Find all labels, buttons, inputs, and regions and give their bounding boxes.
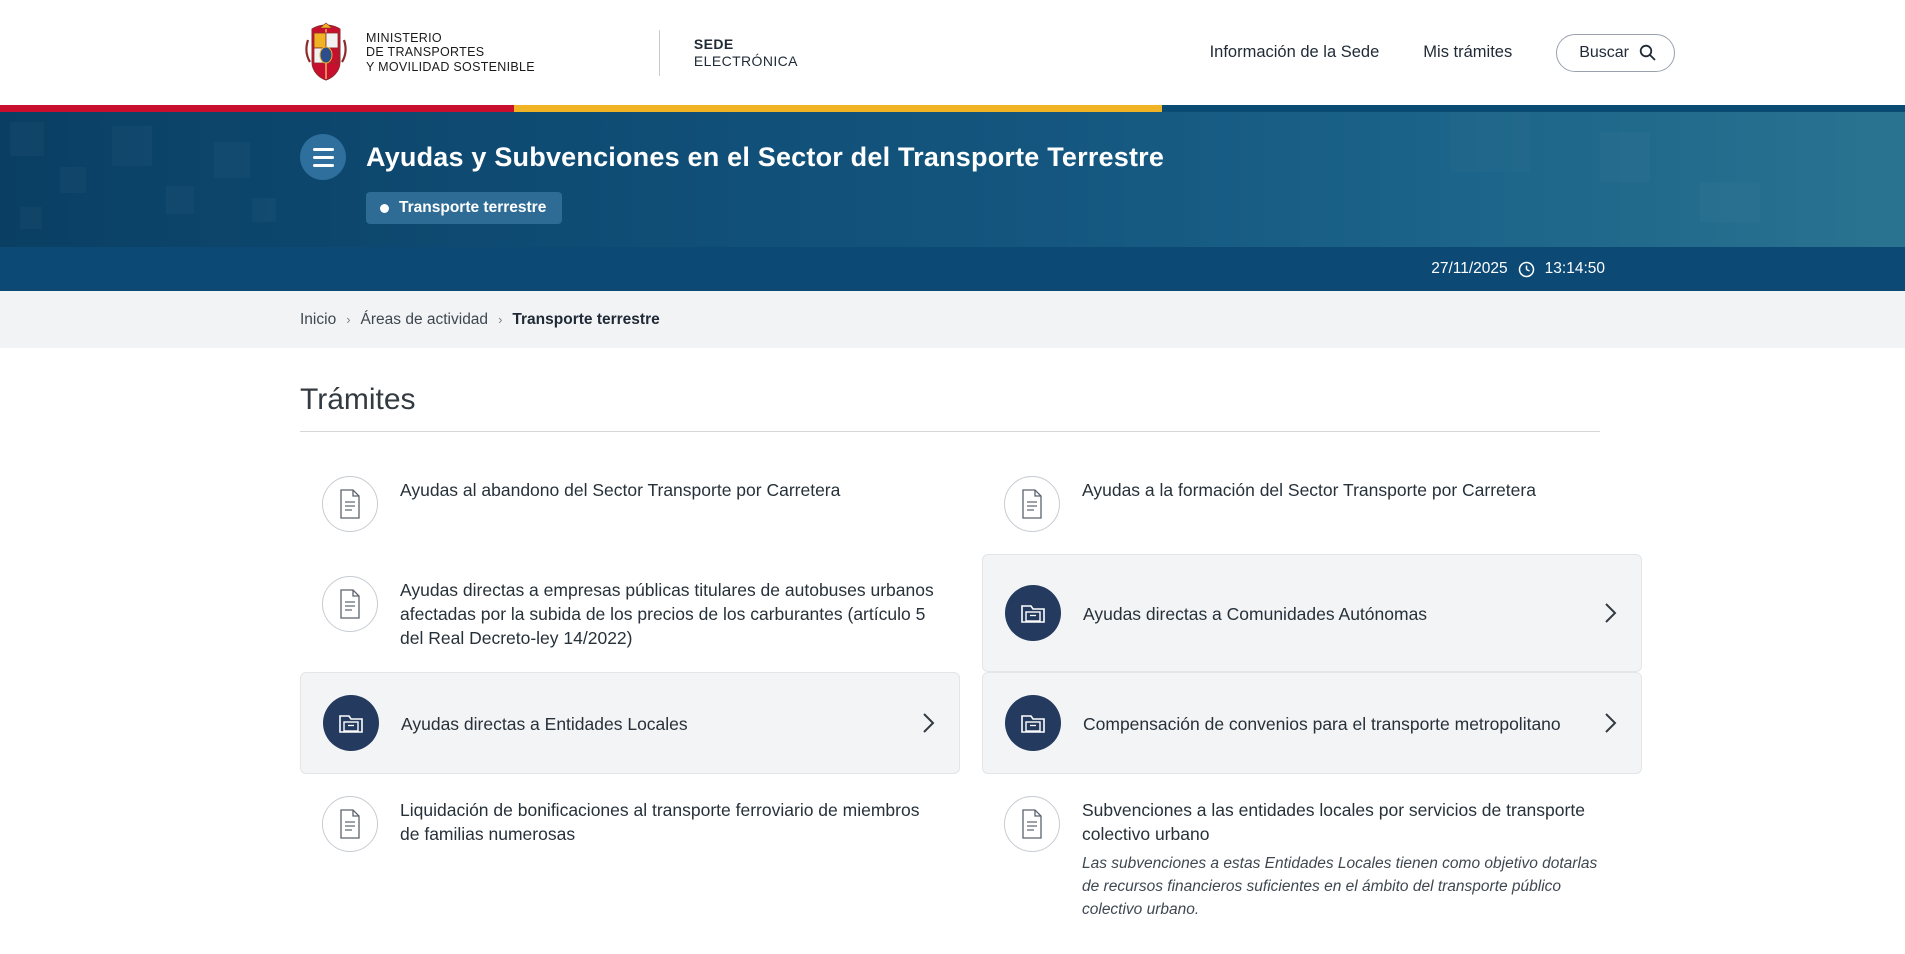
breadcrumb-separator: › [498, 312, 503, 327]
section-divider [300, 431, 1600, 432]
ministry-name [366, 31, 535, 75]
breadcrumb-item-inicio[interactable]: Inicio [300, 310, 337, 328]
tramite-ayudas-entidades-locales[interactable] [300, 672, 960, 774]
tramites-grid [300, 454, 1605, 943]
stripe-red [0, 105, 514, 112]
tramite-title: Subvenciones a las entidades locales por servicios de transporte colectivo urbano [1082, 800, 1585, 844]
ministry-line-2: DE TRANSPORTES [366, 45, 485, 60]
tramite-title: Ayudas al abandono del Sector Transporte por Carretera [400, 480, 841, 500]
stripe-blue [1162, 105, 1905, 112]
section-title: Trámites [300, 383, 416, 416]
header-divider [659, 30, 660, 76]
nav-informacion-sede[interactable]: Información de la Sede [1209, 43, 1380, 61]
ministry-line-3: Y MOVILIDAD SOSTENIBLE [366, 59, 535, 74]
folder-archive-icon [1005, 585, 1061, 641]
breadcrumb-separator: › [346, 312, 351, 327]
tramite-description: Las subvenciones a estas Entidades Locales tienen como objetivo dotarlas de recursos financieros suficientes en el ámbito del transporte público colectivo urbano. [1082, 855, 1598, 918]
nav-mis-tramites[interactable]: Mis trámites [1423, 43, 1513, 61]
tramite-title: Ayudas directas a Entidades Locales [401, 714, 688, 734]
hero-category-tag [366, 192, 562, 224]
coat-of-arms-icon [300, 22, 352, 84]
tramite-ayudas-formacion[interactable] [982, 454, 1642, 554]
document-icon [322, 796, 378, 852]
tramite-liquidacion-bonificaciones-ferroviario[interactable] [300, 774, 960, 943]
tag-dot-icon [380, 204, 389, 213]
tramite-subvenciones-transporte-colectivo-urbano[interactable] [982, 774, 1642, 943]
tramite-title: Ayudas directas a empresas públicas titulares de autobuses urbanos afectadas por la subida de los precios de los carburantes (artículo 5 del Real Decreto-ley 14/2022) [400, 580, 934, 648]
clock-icon [1518, 261, 1535, 278]
current-time: 13:14:50 [1544, 260, 1605, 277]
tramite-title: Ayudas a la formación del Sector Transporte por Carretera [1082, 480, 1536, 500]
document-icon [1004, 476, 1060, 532]
sede-line-2: ELECTRÓNICA [693, 52, 798, 69]
document-icon [322, 476, 378, 532]
tramite-ayudas-comunidades-autonomas[interactable] [982, 554, 1642, 672]
stripe-yellow [514, 105, 1162, 112]
brand-logo[interactable] [300, 22, 535, 84]
sede-line-1: SEDE [693, 35, 734, 52]
color-stripe [0, 105, 1905, 112]
folder-archive-icon [323, 695, 379, 751]
chevron-right-icon [922, 712, 935, 734]
tramite-title: Liquidación de bonificaciones al transporte ferroviario de miembros de familias numerosas [400, 800, 920, 844]
search-button[interactable] [1556, 34, 1675, 72]
header-nav [1210, 34, 1675, 72]
main-content [0, 383, 1905, 943]
tramite-title: Compensación de convenios para el transporte metropolitano [1083, 714, 1561, 734]
breadcrumb [0, 291, 1905, 348]
tramite-title: Ayudas directas a Comunidades Autónomas [1083, 604, 1428, 624]
tramite-ayudas-empresas-publicas-autobuses[interactable] [300, 554, 960, 672]
hero-tag-label: Transporte terrestre [399, 199, 547, 216]
sede-electronica-label[interactable] [694, 36, 798, 70]
search-button-label: Buscar [1579, 43, 1629, 61]
site-header [0, 0, 1905, 105]
breadcrumb-current: Transporte terrestre [512, 310, 660, 328]
hamburger-menu-icon[interactable] [300, 134, 346, 180]
document-icon [322, 576, 378, 632]
hero-banner [0, 112, 1905, 247]
datetime-bar [0, 247, 1905, 291]
current-date: 27/11/2025 [1431, 260, 1508, 277]
folder-archive-icon [1005, 695, 1061, 751]
chevron-right-icon [1604, 602, 1617, 624]
breadcrumb-item-areas-actividad[interactable]: Áreas de actividad [360, 310, 489, 328]
chevron-right-icon [1604, 712, 1617, 734]
search-icon [1639, 44, 1656, 61]
tramite-compensacion-convenios-metropolitano[interactable] [982, 672, 1642, 774]
document-icon [1004, 796, 1060, 852]
ministry-line-1: MINISTERIO [366, 30, 442, 45]
tramite-ayudas-abandono[interactable] [300, 454, 960, 554]
page-title: Ayudas y Subvenciones en el Sector del Transporte Terrestre [366, 141, 1165, 172]
